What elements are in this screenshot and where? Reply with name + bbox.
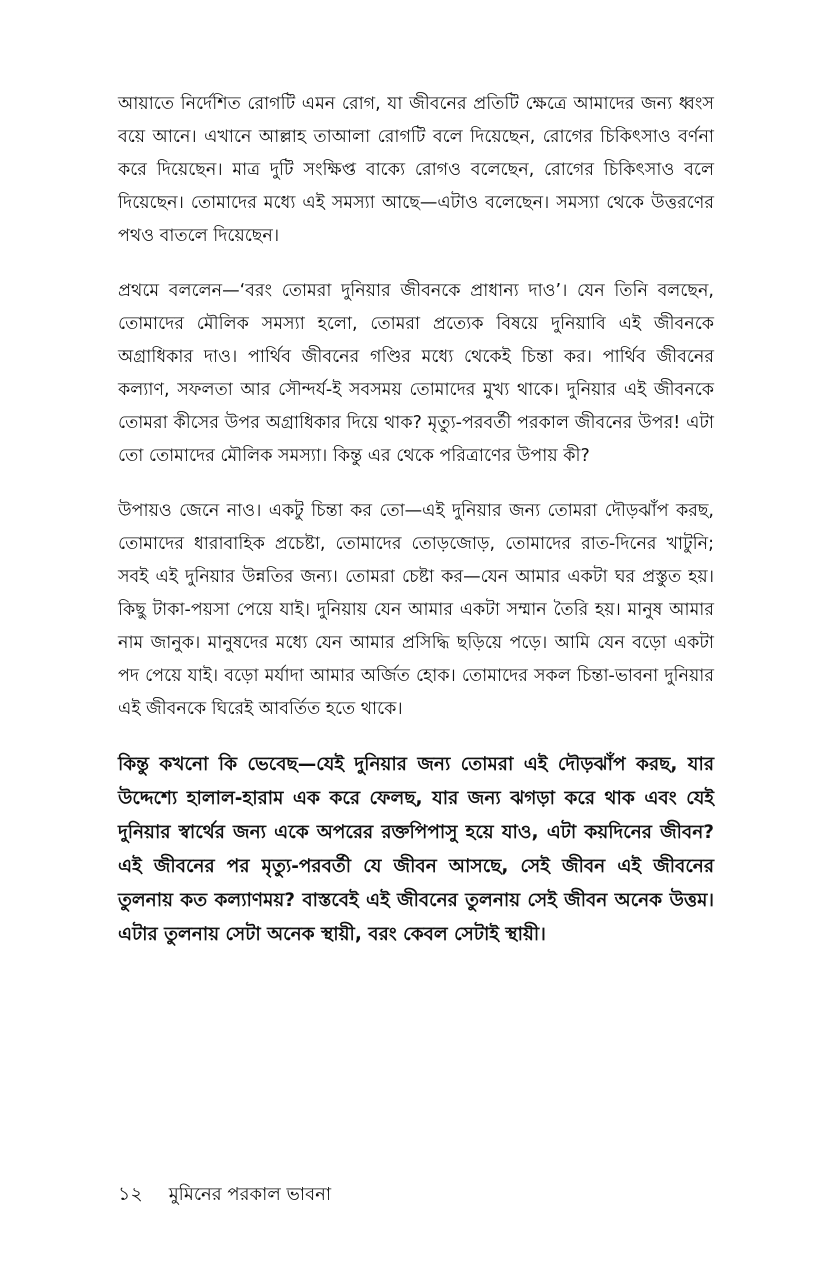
running-title: মুমিনের পরকাল ভাবনা [168,1184,332,1205]
page-body [118,88,714,974]
paragraph-3: উপায়ও জেনে নাও। একটু চিন্তা কর তো—এই দুনিয়ার জন্য তোমরা দৌড়ঝাঁপ করছ, তোমাদের ধারাবাহিক প্রচেষ্টা, তোমাদের তোড়জোড়, তোমাদের রাত-দিনের খাটুনি; সবই এই দুনিয়ার উন্নতির জন্য। তোমরা চেষ্টা কর—যেন আমার একটা ঘর প্রস্তুত হয়। কিছু টাকা-পয়সা পেয়ে যাই। দুনিয়ায় যেন আমার একটা সম্মান তৈরি হয়। মানুষ আমার নাম জানুক। মানুষদের মধ্যে যেন আমার প্রসিদ্ধি ছড়িয়ে পড়ে। আমি যেন বড়ো একটা পদ পেয়ে যাই। বড়ো মর্যাদা আমার অর্জিত হোক। তোমাদের সকল চিন্তা-ভাবনা দুনিয়ার এই জীবনকে ঘিরেই আবর্তিত হতে থাকে। [118,501,714,719]
paragraph-1: আয়াতে নির্দেশিত রোগটি এমন রোগ, যা জীবনের প্রতিটি ক্ষেত্রে আমাদের জন্য ধ্বংস বয়ে আনে। এখানে আল্লাহ তাআলা রোগটি বলে দিয়েছেন, রোগের চিকিৎসাও বর্ণনা করে দিয়েছেন। মাত্র দুটি সংক্ষিপ্ত বাক্যে রোগও বলেছেন, রোগের চিকিৎসাও বলে দিয়েছেন। তোমাদের মধ্যে এই সমস্যা আছে—এটাও বলেছেন। সমস্যা থেকে উত্তরণের পথও বাতলে দিয়েছেন। [118,94,714,246]
paragraph-2: প্রথমে বললেন—‘বরং তোমরা দুনিয়ার জীবনকে প্রাধান্য দাও’। যেন তিনি বলছেন, তোমাদের মৌলিক সমস্যা হলো, তোমরা প্রত্যেক বিষয়ে দুনিয়াবি এই জীবনকে অগ্রাধিকার দাও। পার্থিব জীবনের গণ্ডির মধ্যে থেকেই চিন্তা কর। পার্থিব জীবনের কল্যাণ, সফলতা আর সৌন্দর্য-ই সবসময় তোমাদের মুখ্য থাকে। দুনিয়ার এই জীবনকে তোমরা কীসের উপর অগ্রাধিকার দিয়ে থাক? মৃত্যু-পরবর্তী পরকাল জীবনের উপর! এটা তো তোমাদের মৌলিক সমস্যা। কিন্তু এর থেকে পরিত্রাণের উপায় কী? [118,281,714,466]
paragraph-4-bold: কিন্তু কখনো কি ভেবেছ—যেই দুনিয়ার জন্য তোমরা এই দৌড়ঝাঁপ করছ, যার উদ্দেশ্যে হালাল-হারাম এক করে ফেলছ, যার জন্য ঝগড়া করে থাক এবং যেই দুনিয়ার স্বার্থের জন্য একে অপরের রক্তপিপাসু হয়ে যাও, এটা কয়দিনের জীবন? এই জীবনের পর মৃত্যু-পরবর্তী যে জীবন আসছে, সেই জীবন এই জীবনের তুলনায় কত কল্যাণময়? বাস্তবেই এই জীবনের তুলনায় সেই জীবন অনেক উত্তম। এটার তুলনায় সেটা অনেক স্থায়ী, বরং কেবল সেটাই স্থায়ী। [118,754,714,945]
page-number: ১২ [118,1183,143,1205]
page-footer [118,1180,331,1212]
